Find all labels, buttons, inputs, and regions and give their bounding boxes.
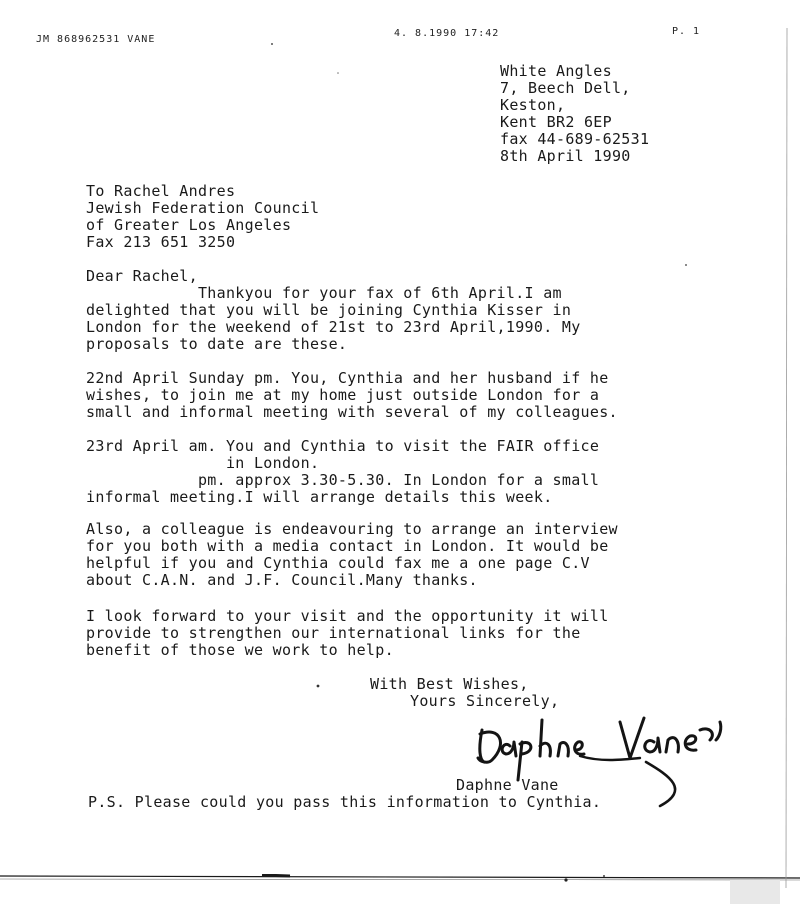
paragraph-line: about C.A.N. and J.F. Council.Many thanks. <box>86 571 478 589</box>
recipient-line: To Rachel Andres <box>86 182 236 200</box>
paragraph-line: provide to strengthen our international links for the <box>86 624 581 642</box>
letter-date: 8th April 1990 <box>500 147 631 165</box>
fax-sender-id: JM 868962531 VANE <box>36 34 156 45</box>
letter-paragraph-closing <box>86 608 609 659</box>
letter-greeting: Dear Rachel, <box>86 267 198 285</box>
paragraph-line: benefit of those we work to help. <box>86 641 394 659</box>
signatory-name: Daphne Vane <box>456 776 559 794</box>
paragraph-line: in London. <box>86 454 320 472</box>
paragraph-line: for you both with a media contact in London. It would be <box>86 537 609 555</box>
paragraph-line: Thankyou for your fax of 6th April.I am <box>86 284 562 302</box>
address-line: 7, Beech Dell, <box>500 79 631 97</box>
sender-address <box>500 63 649 165</box>
recipient-line: of Greater Los Angeles <box>86 216 292 234</box>
scan-bottom-edge <box>0 874 800 882</box>
recipient-line: Jewish Federation Council <box>86 199 320 217</box>
letter-paragraph-interview <box>86 521 618 589</box>
paragraph-line: pm. approx 3.30-5.30. In London for a small <box>86 471 600 489</box>
scan-right-edge <box>784 28 790 888</box>
address-fax-line: fax 44-689-62531 <box>500 130 650 148</box>
paragraph-line: London for the weekend of 21st to 23rd April,1990. My <box>86 318 581 336</box>
paragraph-line: 23rd April am. You and Cynthia to visit the FAIR office <box>86 437 600 455</box>
letter-paragraph-intro <box>86 285 581 353</box>
paragraph-line: I look forward to your visit and the opportunity it will <box>86 607 609 625</box>
paragraph-line: delighted that you will be joining Cynthia Kisser in <box>86 301 572 319</box>
recipient-block <box>86 183 319 251</box>
paragraph-line: proposals to date are these. <box>86 335 348 353</box>
paragraph-line: wishes, to join me at my home just outside London for a <box>86 386 600 404</box>
closing-best-wishes: With Best Wishes, <box>370 675 529 693</box>
address-line: Keston, <box>500 96 566 114</box>
postscript: P.S. Please could you pass this information to Cynthia. <box>88 793 602 811</box>
paragraph-line: Also, a colleague is endeavouring to arrange an interview <box>86 520 618 538</box>
fax-date-time: 4. 8.1990 17:42 <box>394 28 500 39</box>
paragraph-line: small and informal meeting with several of my colleagues. <box>86 403 618 421</box>
fax-transmission-header <box>0 26 800 46</box>
address-line: White Angles <box>500 62 612 80</box>
fax-page-number: P. 1 <box>672 26 701 37</box>
letter-paragraph-23rd-april <box>86 438 599 506</box>
recipient-fax-line: Fax 213 651 3250 <box>86 233 236 251</box>
letter-paragraph-22nd-april <box>86 370 618 421</box>
paragraph-line: informal meeting.I will arrange details this week. <box>86 488 553 506</box>
paragraph-line: 22nd April Sunday pm. You, Cynthia and her husband if he <box>86 369 609 387</box>
paragraph-line: helpful if you and Cynthia could fax me a one page C.V <box>86 554 590 572</box>
address-line: Kent BR2 6EP <box>500 113 612 131</box>
closing-yours-sincerely: Yours Sincerely, <box>410 692 560 710</box>
